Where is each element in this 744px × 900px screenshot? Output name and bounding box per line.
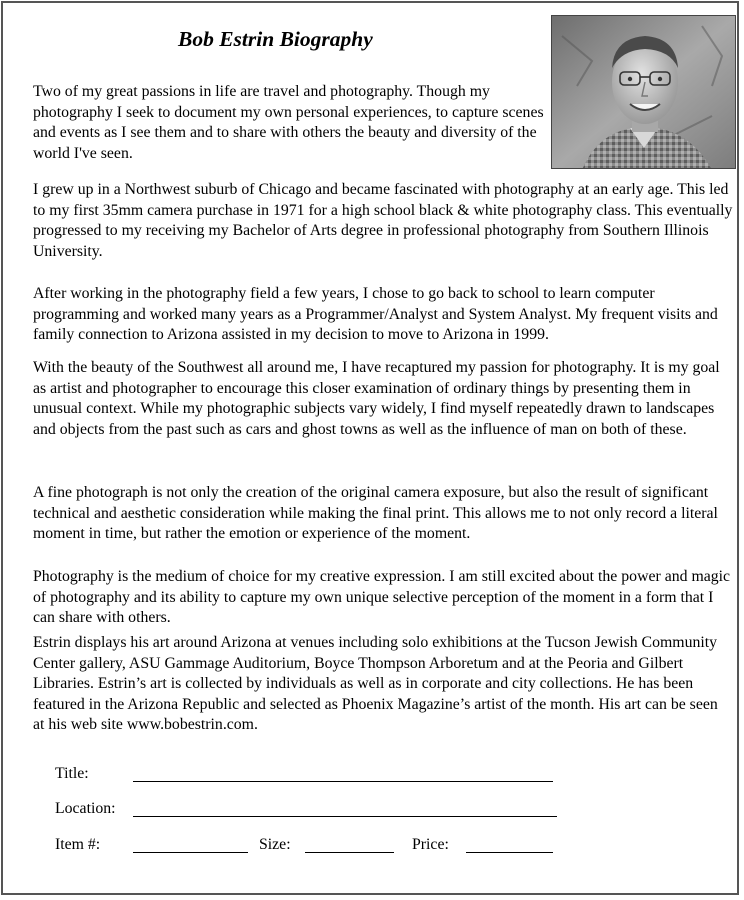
title-field-line[interactable] <box>133 781 553 782</box>
bio-paragraph-career: After working in the photography field a few years, I chose to go back to school to learn computer programming and worked many years as a Programmer/Analyst and System Analyst. My frequent visits and family connection to Arizona assisted in my decision to move to Arizona in 1999. <box>33 285 718 343</box>
page-title: Bob Estrin Biography <box>178 27 373 51</box>
price-field-line[interactable] <box>466 852 553 853</box>
item-number-field-line[interactable] <box>133 852 248 853</box>
bio-paragraph-fine-photograph: A fine photograph is not only the creation of the original camera exposure, but also the result of significant technical and aesthetic consideration while making the final print. This allows me to not only record a literal moment in time, but rather the emotion or experience of the moment. <box>33 484 718 542</box>
size-field-line[interactable] <box>305 852 394 853</box>
location-label: Location: <box>55 800 116 817</box>
bio-paragraph-childhood: I grew up in a Northwest suburb of Chicago and became fascinated with photography at an early age. This led to my first 35mm camera purchase in 1971 for a high school black & white photography class. This eventually progressed to my receiving my Bachelor of Arts degree in professional photography from Southern Illinois University. <box>33 181 733 260</box>
size-label: Size: <box>259 836 291 853</box>
bio-paragraph-southwest: With the beauty of the Southwest all around me, I have recaptured my passion for photography. It is my goal as artist and photographer to encourage this closer examination of ordinary things by presenting them in unusual context. While my photographic subjects vary widely, I find myself repeatedly drawn to landscapes and objects from the past such as cars and ghost towns as well as the influence of man on both of these. <box>33 359 720 438</box>
portrait-photo <box>551 15 736 169</box>
bio-paragraph-exhibitions: Estrin displays his art around Arizona at venues including solo exhibitions at the Tucson Jewish Community Center gallery, ASU Gammage Auditorium, Boyce Thompson Arboretum and at the Peoria and Gilbert Libraries. Estrin’s art is collected by individuals as well as in corporate and city collections. He has been featured in the Arizona Republic and selected as Phoenix Magazine’s artist of the month. His art can be seen at his web site www.bobestrin.com. <box>33 634 718 733</box>
price-label: Price: <box>412 836 449 853</box>
item-number-label: Item #: <box>55 836 101 853</box>
bio-paragraph-medium: Photography is the medium of choice for my creative expression. I am still excited about the power and magic of photography and its ability to capture my own unique selective perception of the moment in a form that I can share with others. <box>33 568 731 626</box>
title-label: Title: <box>55 765 89 782</box>
bio-paragraph-intro: Two of my great passions in life are travel and photography. Though my photography I seek to document my own personal experiences, to capture scenes and events as I see them and to share with others the beauty and diversity of the world I've seen. <box>33 83 544 162</box>
location-field-line[interactable] <box>133 816 557 817</box>
